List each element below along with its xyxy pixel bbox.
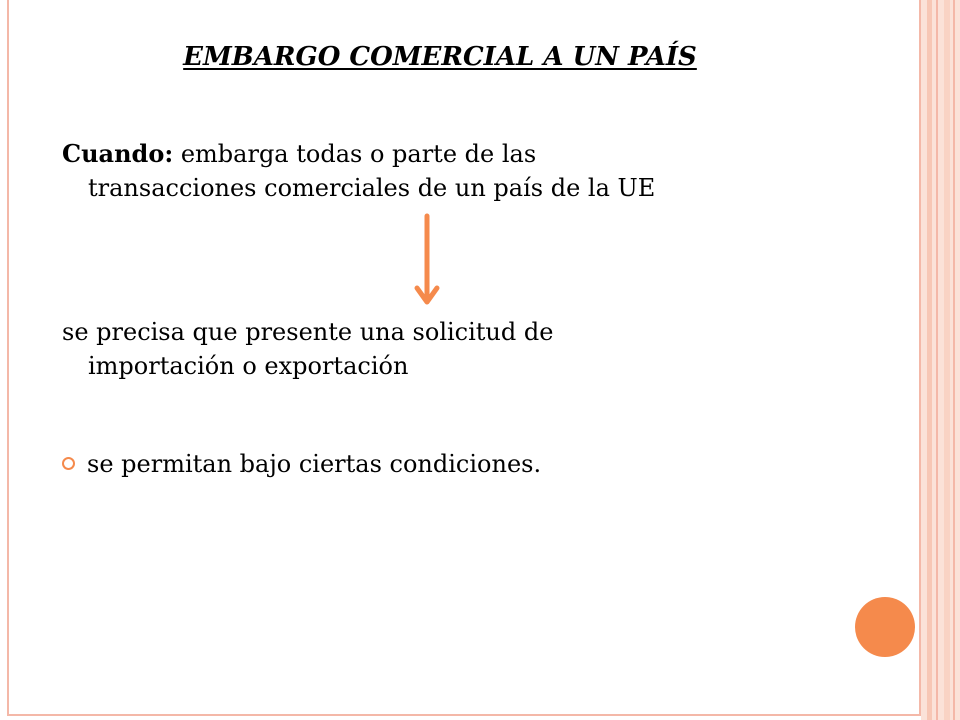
condition-paragraph — [62, 137, 862, 205]
requirement-paragraph — [62, 315, 862, 383]
slide-title: EMBARGO COMERCIAL A UN PAÍS — [183, 42, 697, 72]
requirement-text-line1: se precisa que presente una solicitud de — [62, 318, 554, 346]
decorative-stripe — [927, 0, 932, 720]
hollow-circle-bullet-icon — [62, 457, 75, 470]
condition-label: Cuando: — [62, 139, 174, 168]
orange-circle-icon — [855, 597, 915, 657]
condition-text-line1: embarga todas o parte de las — [173, 140, 537, 168]
condition-text-line2: transacciones comerciales de un país de la UE — [88, 174, 656, 202]
requirement-text-line2: importación o exportación — [88, 352, 409, 380]
decorative-stripe — [944, 0, 950, 720]
decorative-stripe — [936, 0, 938, 720]
bullet-item — [62, 447, 541, 481]
down-arrow-icon — [410, 212, 444, 308]
bullet-text: se permitan bajo ciertas condiciones. — [87, 450, 542, 478]
decorative-stripe — [953, 0, 955, 720]
